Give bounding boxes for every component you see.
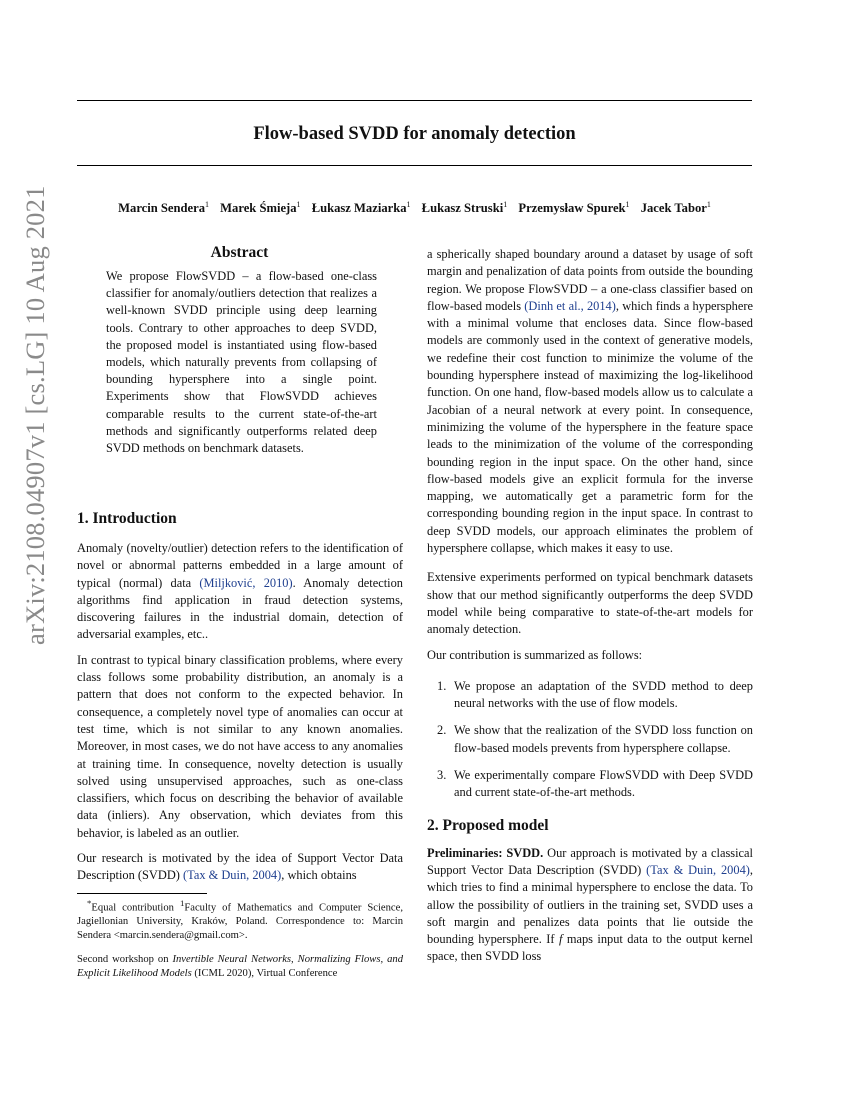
author: Marcin Sendera$^1$ (118, 200, 210, 216)
section-heading-introduction: 1. Introduction (77, 510, 177, 527)
intro-paragraph: Anomaly (novelty/outlier) detection refers to the identification of novel or abnormal patterns embedded in a large amount of typical (normal) data (Miljković, 2010). Anomaly detection algorithms find application in fraud detection systems, discovering failures in the industrial domain, detection of adversarial examples, etc.. (77, 541, 403, 642)
title-bottom-rule (77, 165, 752, 166)
arxiv-stamp: arXiv:2108.04907v1 [cs.LG] 10 Aug 2021 (20, 185, 50, 645)
footnote-affiliation: *Equal contribution $^1$Faculty of Mathematics and Computer Science, Jagiellonian University, Kraków, Poland. Correspondence to: Marcin Sendera <marcin.sendera@gmail.com>. (77, 898, 403, 942)
intro-paragraph: In contrast to typical binary classification problems, where every class follows some probability distribution, an anomaly is a pattern that does not conform to the expected behavior. In consequence, a completely novel type of anomalies can occur at test time, which is not similar to any known anomalies. Moreover, in most cases, we do not have access to any anomalies at training time. In consequence, novelty detection is usually solved using unsupervised approaches, such as one-class classifiers, which focus on describing the behavior of available data (inliers). Any observation, which deviates from this behavior, is labeled as an outlier. (77, 652, 403, 840)
citation-link[interactable]: (Tax & Duin, 2004) (646, 862, 750, 877)
left-column (77, 509, 403, 893)
paper-title: Flow-based SVDD for anomaly detection (253, 124, 576, 144)
list-item: 2. We show that the realization of the SVDD loss function on flow-based models prevents from hypersphere collapse. (437, 723, 753, 755)
author: Marek Śmieja$^1$ (220, 200, 301, 216)
author-list (77, 196, 752, 217)
citation-link[interactable]: (Miljković, 2010) (199, 575, 293, 590)
footnote-venue: Second workshop on Invertible Neural Networks, Normalizing Flows, and Explicit Likelihood Models (ICML 2020), Virtual Conference (77, 953, 403, 979)
title-top-rule (77, 100, 752, 101)
contribution-list (427, 678, 753, 802)
intro-paragraph: Our research is motivated by the idea of Support Vector Data Description (SVDD) (Tax & Duin, 2004), which obtains (77, 851, 403, 883)
author: Łukasz Maziarka$^1$ (311, 200, 411, 216)
abstract-heading: Abstract (210, 244, 269, 261)
author: Jacek Tabor$^1$ (640, 200, 711, 216)
body-paragraph: Preliminaries: SVDD. Our approach is motivated by a classical Support Vector Data Description (SVDD) (Tax & Duin, 2004), which tries to find a minimal hypersphere to enclose the data. To allow the possibility of outliers in the training set, SVDD uses a soft margin and penalizes data points that lie outside the bounding hypersphere. If f maps input data to the output kernel space, then SVDD loss (427, 845, 754, 964)
body-paragraph: Extensive experiments performed on typical benchmark datasets show that our method significantly outperforms the deep SVDD model while being comparative to state-of-the-art models for anomaly detection. (427, 570, 753, 637)
citation-link[interactable]: (Tax & Duin, 2004) (183, 868, 282, 883)
body-paragraph: a spherically shaped boundary around a dataset by usage of soft margin and penalization of data points from outside the bounding region. We propose FlowSVDD – a one-class classifier based on flow-based models (Dinh et al., 2014), which finds a hypersphere with a minimal volume that encloses data. Since flow-based models are commonly used in the context of generative models, we redefine their cost function to minimize the volume of the bounding hypersphere instead of maximizing the log-likelihood function. On one hand, flow-based models allow us to calculate a Jacobian of a neural network at every point. In consequence, minimizing the volume of the hypersphere in the feature space leads to the minimization of the volume of the corresponding bounding region in the input space. On the other hand, since flow-based models give an explicit formula for the inverse mapping, we automatically get a parametric form for the corresponding bounding region in the input space. In contrast to deep SVDD models, our approach eliminates the problem of hypersphere collapse, which makes it easy to use. (427, 247, 753, 556)
right-column (427, 246, 753, 974)
body-paragraph: Our contribution is summarized as follows: (427, 647, 643, 662)
section-heading-proposed-model: 2. Proposed model (427, 816, 549, 834)
footnote-rule (77, 893, 207, 894)
author: Łukasz Struski$^1$ (421, 200, 508, 216)
list-item: 1. We propose an adaptation of the SVDD method to deep neural networks with the use of flow models. (437, 678, 753, 711)
list-item: 3. We experimentally compare FlowSVDD with Deep SVDD and current state-of-the-art methods. (437, 768, 753, 800)
citation-link[interactable]: (Dinh et al., 2014) (524, 298, 616, 313)
abstract-text: We propose FlowSVDD – a flow-based one-class classifier for anomaly/outliers detection that realizes a well-known SVDD principle using deep learning tools. Contrary to other approaches to deep SVDD, the proposed model is instantiated using flow-based models, which naturally prevents from collapsing of bounding hypersphere into a single point. Experiments show that FlowSVDD achieves comparable results to the current state-of-the-art methods and significantly outperforms related deep SVDD methods on benchmark datasets. (106, 269, 377, 456)
author: Przemysław Spurek$^1$ (518, 200, 630, 216)
footnotes (77, 897, 403, 991)
